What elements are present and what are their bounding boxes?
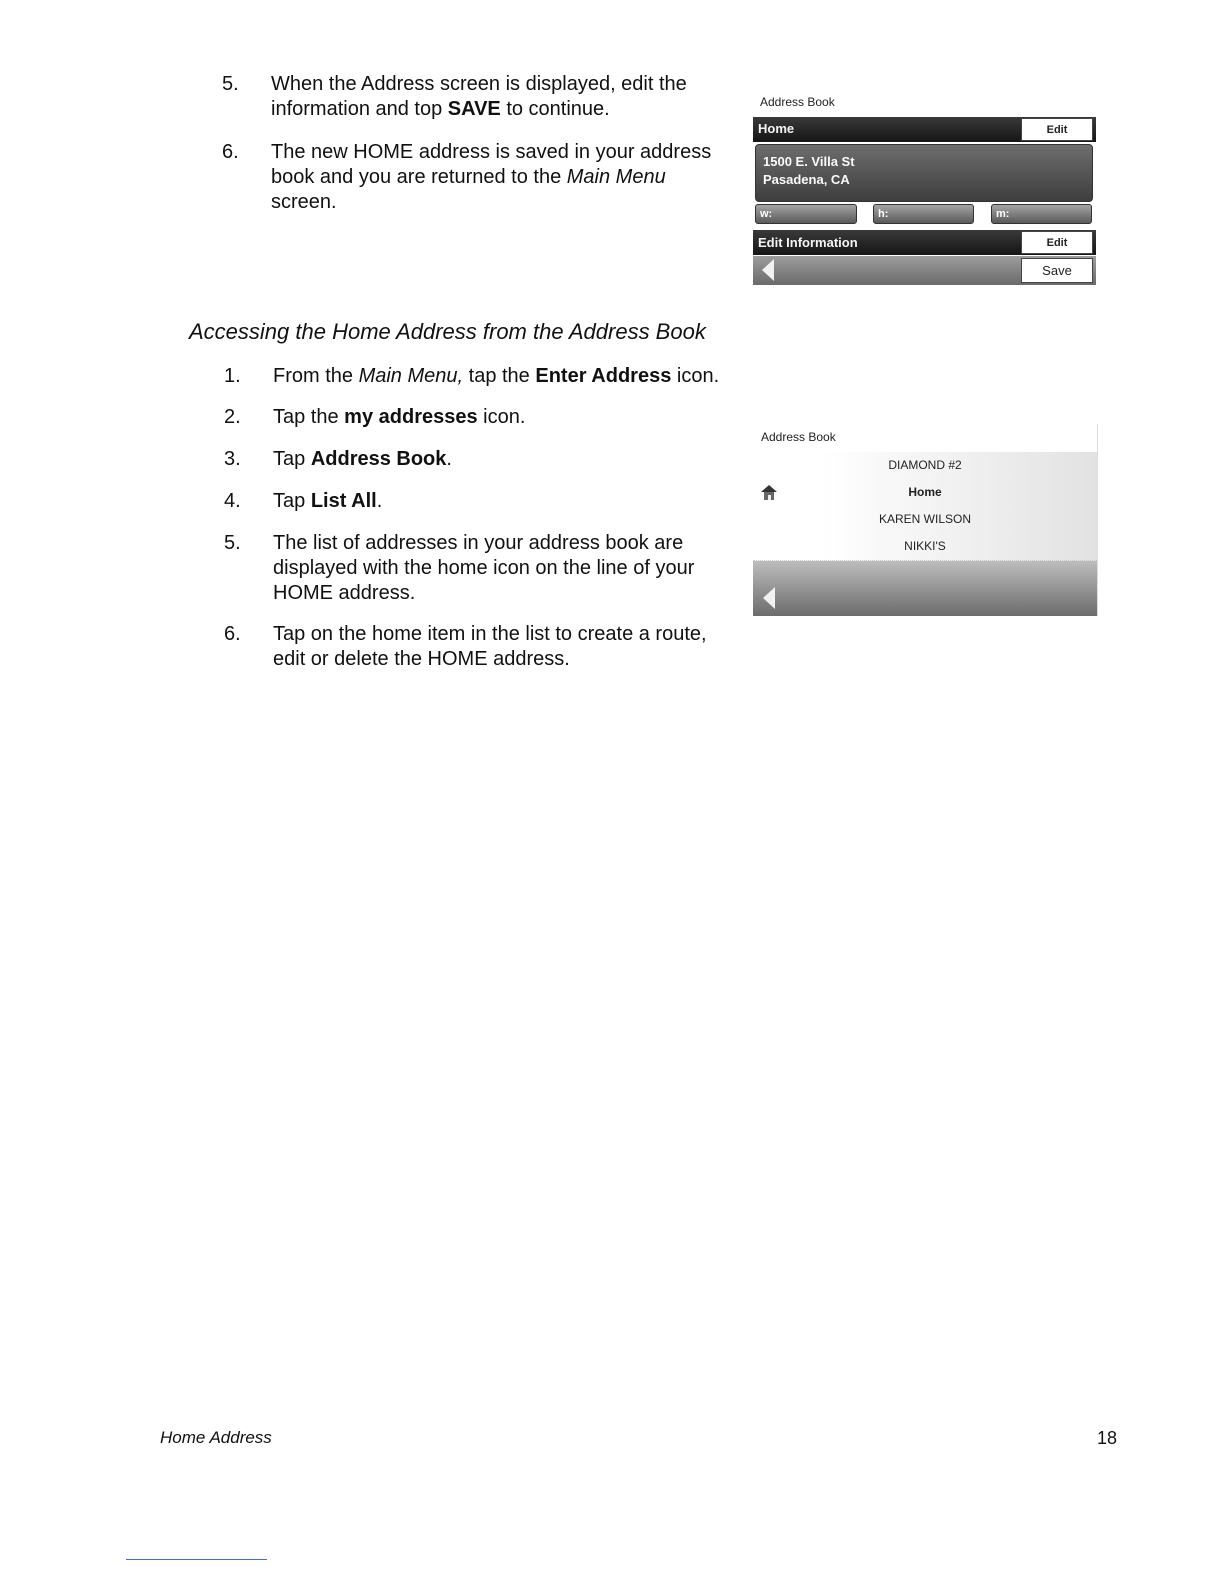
step-line: HOME address. xyxy=(273,582,416,604)
step-text xyxy=(273,364,719,389)
list-item-home[interactable] xyxy=(753,479,1097,507)
step-line: edit or delete the HOME address. xyxy=(273,648,570,670)
phone-mobile-field[interactable]: m: xyxy=(991,204,1092,224)
step-line: book and you are returned to the xyxy=(271,166,567,188)
back-arrow-icon[interactable] xyxy=(762,259,774,281)
list-item[interactable] xyxy=(753,506,1097,534)
step-text xyxy=(273,405,525,430)
step-text xyxy=(273,447,452,472)
address-line-2: Pasadena, CA xyxy=(763,172,850,187)
screenshot-title: Address Book xyxy=(760,95,835,109)
footer-section-title: Home Address xyxy=(160,1428,272,1447)
step-line: screen. xyxy=(271,191,337,213)
phone-home-field[interactable]: h: xyxy=(873,204,974,224)
step-line: . xyxy=(446,448,452,470)
list-item-label: NIKKI'S xyxy=(904,539,946,553)
step-line: . xyxy=(376,490,383,512)
step-number: 1. xyxy=(224,365,241,387)
step-line: icon. xyxy=(477,406,526,428)
screenshot-title: Address Book xyxy=(761,430,836,444)
step-number: 3. xyxy=(224,448,241,470)
step-text xyxy=(273,489,382,514)
step-line: Tap xyxy=(273,448,311,470)
step-line: icon. xyxy=(671,365,720,387)
edit-button[interactable]: Edit xyxy=(1021,118,1093,141)
step-line: From the xyxy=(273,365,359,387)
edit-information-label: Edit Information xyxy=(758,235,858,250)
step-line: displayed with the home icon on the line of your xyxy=(273,557,695,579)
step-bold: SAVE xyxy=(447,98,501,120)
step-number: 6. xyxy=(222,141,239,163)
back-arrow-icon[interactable] xyxy=(763,587,775,609)
list-item[interactable] xyxy=(753,452,1097,480)
step-line: Tap on the home item in the list to create a route, xyxy=(273,623,707,645)
step-line: Tap the xyxy=(273,406,345,428)
step-number: 5. xyxy=(224,532,241,554)
step-italic: Main Menu, xyxy=(358,365,464,387)
step-line: to continue. xyxy=(500,98,610,120)
save-button[interactable]: Save xyxy=(1021,258,1093,283)
address-edit-screenshot xyxy=(753,92,1096,285)
step-number: 5. xyxy=(222,73,239,95)
step-line: information and top xyxy=(271,98,448,120)
page-number: 18 xyxy=(1097,1428,1118,1448)
list-item-label: DIAMOND #2 xyxy=(888,458,962,472)
phone-work-field[interactable]: w: xyxy=(755,204,857,224)
list-item-label: Home xyxy=(908,485,942,499)
home-header-label: Home xyxy=(758,121,795,136)
step-bold: Enter Address xyxy=(535,365,672,387)
step-text xyxy=(273,622,707,672)
section-heading: Accessing the Home Address from the Address Book xyxy=(189,319,706,344)
step-text xyxy=(271,140,711,215)
step-line: When the Address screen is displayed, edit the xyxy=(271,73,687,95)
step-text xyxy=(273,531,694,606)
step-number: 6. xyxy=(224,623,241,645)
step-bold: Address Book xyxy=(310,448,447,470)
list-item[interactable] xyxy=(753,533,1097,561)
list-item-label: KAREN WILSON xyxy=(878,512,971,526)
step-italic: Main Menu xyxy=(566,166,666,188)
edit-information-button[interactable]: Edit xyxy=(1021,231,1093,254)
step-text xyxy=(271,72,687,122)
footer-rule xyxy=(126,1559,267,1560)
address-list-screenshot xyxy=(753,424,1098,616)
step-bold: my addresses xyxy=(344,406,478,428)
step-line: The list of addresses in your address book are xyxy=(273,532,684,554)
bottom-toolbar xyxy=(753,561,1097,616)
step-number: 2. xyxy=(224,406,241,428)
address-line-1: 1500 E. Villa St xyxy=(763,154,855,169)
step-line: tap the xyxy=(463,365,536,387)
address-box xyxy=(755,144,1093,202)
step-bold: List All xyxy=(310,490,377,512)
step-number: 4. xyxy=(224,490,241,512)
step-line: Tap xyxy=(273,490,311,512)
step-line: The new HOME address is saved in your address xyxy=(271,141,712,163)
